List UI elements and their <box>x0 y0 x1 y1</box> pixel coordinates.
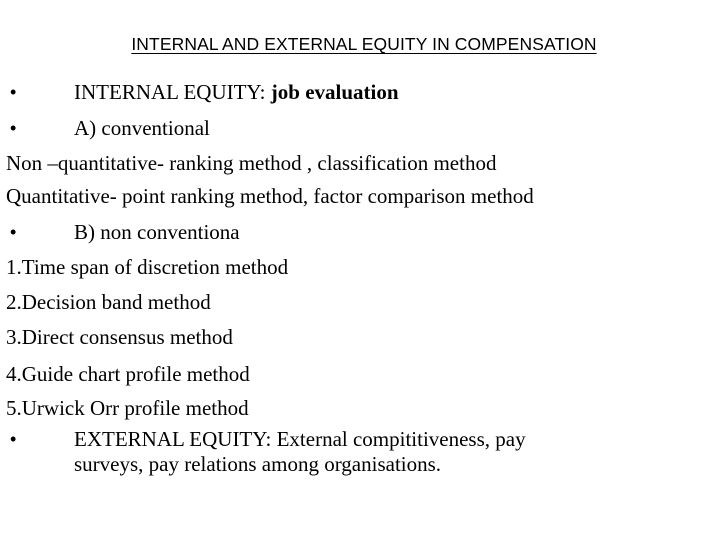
internal-equity-item <box>74 80 399 104</box>
bullet-icon: • <box>10 429 17 449</box>
internal-equity-label: INTERNAL EQUITY: <box>74 80 271 104</box>
non-quantitative-line: Non –quantitative- ranking method , classification method <box>6 151 497 175</box>
bullet-icon: • <box>10 118 17 138</box>
quantitative-line: Quantitative- point ranking method, factor comparison method <box>6 184 534 208</box>
method-line: 5.Urwick Orr profile method <box>6 396 249 420</box>
method-line: 4.Guide chart profile method <box>6 362 250 386</box>
slide-title: INTERNAL AND EXTERNAL EQUITY IN COMPENSATION <box>131 34 597 54</box>
bullet-icon: • <box>10 82 17 102</box>
method-line: 3.Direct consensus method <box>6 325 233 349</box>
method-line: 1.Time span of discretion method <box>6 255 289 279</box>
non-conventional-item: B) non conventiona <box>74 220 240 244</box>
internal-equity-bold: job evaluation <box>270 80 399 104</box>
external-equity-line1: EXTERNAL EQUITY: External compititiveness, pay <box>74 427 526 451</box>
external-equity-line2: surveys, pay relations among organisations. <box>74 452 442 476</box>
conventional-item: A) conventional <box>74 116 210 140</box>
method-line: 2.Decision band method <box>6 290 211 314</box>
bullet-icon: • <box>10 222 17 242</box>
